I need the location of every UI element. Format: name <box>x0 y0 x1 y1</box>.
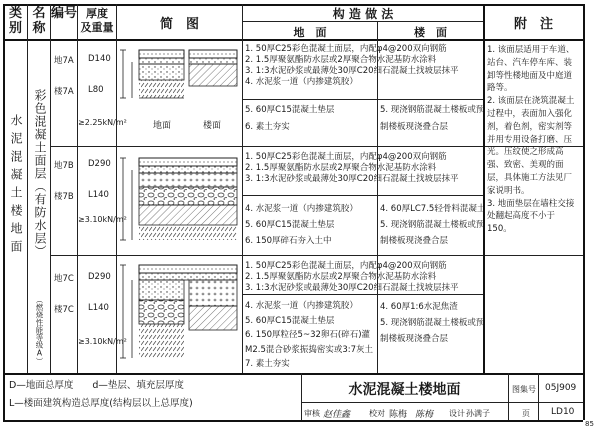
check-signature: 陈梅 <box>415 410 434 420</box>
thickness-d-7c: D290 <box>88 272 111 282</box>
sketch-label-ground: 地面 <box>153 121 172 131</box>
design-name: 孙满子 <box>466 409 490 418</box>
method-line: 1. 50厚C25彩色混凝土面层，内配φ4@200双向钢筋 <box>245 44 447 54</box>
name-text: 彩色混凝土面层（有防水层） <box>33 89 47 258</box>
row-1-split-v <box>377 99 378 146</box>
col-sep-2 <box>50 4 51 373</box>
design-label: 设计 <box>449 409 465 418</box>
thickness-l-7b: L140 <box>88 190 109 200</box>
col-sep-3 <box>77 4 78 373</box>
header-floor: 楼 面 <box>414 26 447 39</box>
header-name: 名称 <box>32 6 46 36</box>
col-sep-5 <box>242 4 243 373</box>
header-remarks: 附 注 <box>513 17 553 32</box>
header-code: 编号 <box>51 6 78 21</box>
method-common-3 <box>245 261 459 294</box>
row-3-split-v <box>377 294 378 373</box>
row-2-split-v <box>377 195 378 255</box>
remarks-text: 1. 该面层适用于车道、站台、汽车停车库、装卸等性楼地面及中庭道路等。 2. 该面层在浇筑混凝土过程中，表面加入强化剂，着色剂，密实剂等并用专用设备打磨、压光。压纹使之形成高强、致密、美观的面层，具体施工方法见厂家说明书。 3. 地面垫层在墙柱交接处翻起高度不小于150。 <box>487 45 575 235</box>
method-line: 5. 60厚C15混凝土垫层 <box>245 220 335 230</box>
code-floor-7a: 楼7A <box>54 87 74 97</box>
sketch-row-3 <box>120 265 237 358</box>
titleblock-mid <box>301 402 583 403</box>
method-line: 4. 60厚1:6水泥焦渣 <box>380 302 458 312</box>
method-line: 1. 50厚C25彩色混凝土面层，内配φ4@200双向钢筋 <box>245 261 447 271</box>
method-line: 2. 1.5厚聚氨酯防水层或2厚聚合物水泥基防水涂料 <box>245 272 437 282</box>
method-line: 制楼板现浇叠合层 <box>380 122 449 132</box>
row-2-split <box>242 195 483 196</box>
sheet-title: 水泥混凝土楼地面 <box>348 382 461 398</box>
name-subtext: （燃烧性能等级A） <box>35 296 44 365</box>
row-1-split <box>242 99 483 100</box>
method-line: 5. 60厚C15混凝土垫层 <box>245 105 335 115</box>
weight-7a: ≥2.25kN/m² <box>78 118 127 127</box>
header-sketch: 简 图 <box>159 17 199 32</box>
titleblock-sep-2 <box>538 373 539 420</box>
method-line: 6. 150厚粒径5~32卵石(碎石)灌 <box>245 330 371 340</box>
thickness-l-7c: L140 <box>88 303 109 313</box>
code-ground-7a: 地7A <box>54 56 74 66</box>
col-sep-1 <box>27 4 28 373</box>
review-name: 赵佳鑫 <box>323 410 351 420</box>
border-bottom <box>3 420 583 422</box>
method-floor-3 <box>380 299 484 347</box>
legend-line-1: D—地面总厚度 d—垫层、填充层厚度 <box>9 380 184 391</box>
review-label: 审核 <box>304 409 320 418</box>
page-label: 页 <box>522 409 530 418</box>
sketch-label-floor: 楼面 <box>203 121 222 131</box>
thickness-d-7b: D290 <box>88 159 111 169</box>
border-left <box>3 4 5 420</box>
row-3-split <box>242 294 483 295</box>
method-line: 5. 现浇钢筋混凝土楼板或预 <box>380 318 485 328</box>
check-name: 陈梅 <box>389 410 408 420</box>
method-line: 3. 1:3水泥砂浆或最薄处30厚C20细石混凝土找坡层抹平 <box>245 174 459 184</box>
method-line: 4. 水泥浆一道（内掺建筑胶） <box>245 301 358 311</box>
category-text: 水泥混凝土楼地面 <box>9 114 23 258</box>
method-line: M2.5混合砂浆振捣密实或3:7灰土 <box>245 344 374 355</box>
method-line: 4. 60厚LC7.5轻骨料混凝土 <box>380 204 486 214</box>
header-method: 构 造 做 法 <box>332 7 394 21</box>
method-line: 4. 水泥浆一道（内掺建筑胶） <box>245 204 358 214</box>
weight-7b: ≥3.10kN/m² <box>78 215 127 224</box>
border-right <box>583 4 585 420</box>
header-category: 类别 <box>8 6 22 36</box>
method-line: 5. 现浇钢筋混凝土楼板或预 <box>380 220 485 230</box>
method-line: 5. 现浇钢筋混凝土楼板或预 <box>380 105 485 115</box>
method-line: 7. 素土夯实 <box>245 359 290 369</box>
atlas-value: 05J909 <box>545 383 577 393</box>
method-line: 制楼板现浇叠合层 <box>380 236 449 246</box>
page-value: LD10 <box>551 407 575 417</box>
header-ground: 地 面 <box>293 26 327 39</box>
header-thickness: 厚度 及重量 <box>80 7 114 34</box>
drawing-sheet <box>3 4 583 422</box>
code-floor-7c: 楼7C <box>54 305 74 315</box>
method-common-1 <box>245 44 459 88</box>
method-common-2 <box>245 152 459 185</box>
code-ground-7c: 地7C <box>54 274 74 284</box>
method-line: 4. 水泥浆一道（内掺建筑胶） <box>245 77 358 87</box>
method-line: 3. 1:3水泥砂浆或最薄处30厚C20细石混凝土找坡层抹平 <box>245 283 459 293</box>
legend-line-2: L—楼面建筑构造总厚度(结构层以上总厚度) <box>9 398 193 409</box>
method-line: 1. 50厚C25彩色混凝土面层，内配φ4@200双向钢筋 <box>245 152 447 162</box>
method-line: 3. 1:3水泥砂浆或最薄处30厚C20细石混凝土找坡层抹平 <box>245 66 459 76</box>
method-line: 2. 1.5厚聚氨酯防水层或2厚聚合物水泥基防水涂料 <box>245 163 437 173</box>
sketch-drawings <box>117 40 242 373</box>
method-line: 5. 60厚C15混凝土垫层 <box>245 315 335 326</box>
page-number: 85 <box>585 420 594 428</box>
table-bottom-line <box>3 373 583 375</box>
method-line: 制楼板现浇叠合层 <box>380 334 449 344</box>
method-line: 6. 素土夯实 <box>245 122 290 132</box>
sketch-row-1 <box>120 50 237 98</box>
titleblock-sep <box>508 373 509 420</box>
sketch-row-2 <box>120 158 237 240</box>
atlas-label: 图集号 <box>512 385 536 394</box>
method-line: 2. 1.5厚聚氨酯防水层或2厚聚合物水泥基防水涂料 <box>245 55 437 65</box>
method-floor-1 <box>380 105 484 133</box>
method-line: 6. 150厚碎石夯入土中 <box>245 236 332 246</box>
thickness-d-7a: D140 <box>88 54 111 64</box>
method-ground-2 <box>245 201 358 249</box>
check-label: 校对 <box>369 409 385 418</box>
method-ground-1 <box>245 105 334 133</box>
thickness-l-7a: L80 <box>88 85 104 95</box>
titleblock-left <box>301 373 302 420</box>
weight-7c: ≥3.10kN/m² <box>78 337 127 346</box>
method-ground-3 <box>245 299 373 372</box>
method-floor-2 <box>380 201 485 249</box>
code-floor-7b: 楼7B <box>54 192 74 202</box>
code-ground-7b: 地7B <box>54 161 74 171</box>
